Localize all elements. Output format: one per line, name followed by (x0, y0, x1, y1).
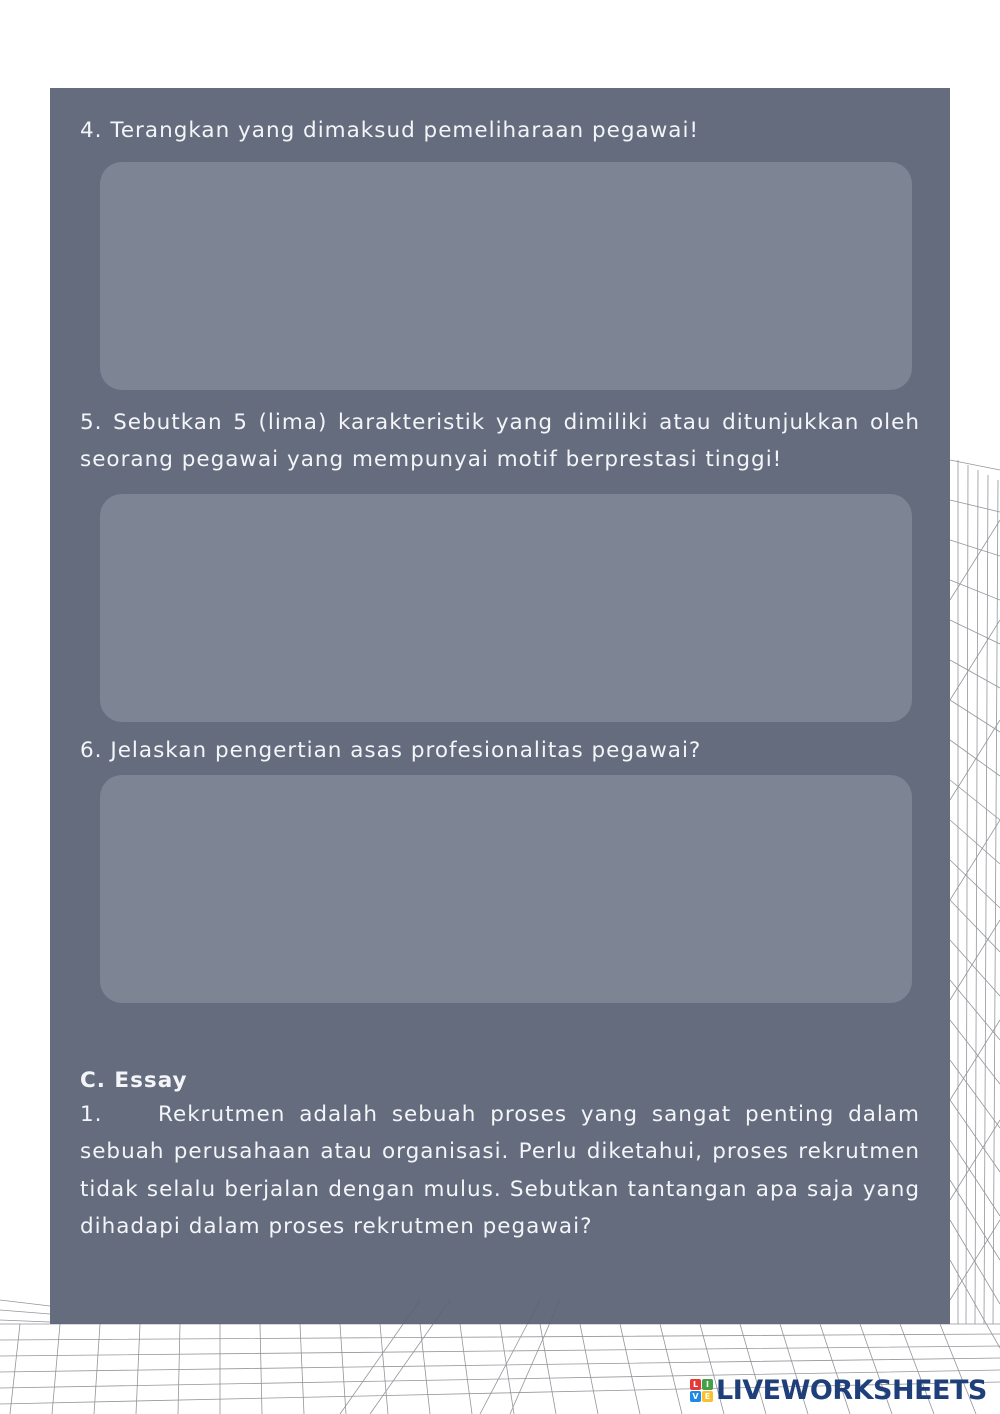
essay-question-1 (80, 1096, 920, 1245)
logo-letter-e: E (702, 1391, 713, 1402)
logo-letter-v: V (690, 1391, 701, 1402)
essay-question-number: 1. (80, 1102, 103, 1127)
worksheet-panel (50, 88, 950, 1324)
answer-box-question-4[interactable] (100, 162, 912, 390)
essay-section-title: C. Essay (80, 1068, 188, 1093)
question-6-text: 6. Jelaskan pengertian asas profesionalitas pegawai? (80, 738, 702, 763)
question-4-text: 4. Terangkan yang dimaksud pemeliharaan pegawai! (80, 118, 700, 143)
liveworksheets-logo-icon (690, 1379, 713, 1402)
essay-question-text: Rekrutmen adalah sebuah proses yang sangat penting dalam sebuah perusahaan atau organisasi. Perlu diketahui, proses rekrutmen tidak selalu berjalan dengan mulus. Sebutkan tantangan apa saja yang dihadapi dalam proses rekrutmen pegawai? (80, 1102, 920, 1239)
answer-box-question-6[interactable] (100, 775, 912, 1003)
logo-letter-i: I (702, 1379, 713, 1390)
liveworksheets-logo (690, 1370, 987, 1410)
question-5-text: 5. Sebutkan 5 (lima) karakteristik yang dimiliki atau ditunjukkan oleh seorang pegawai yang mempunyai motif berprestasi tinggi! (80, 410, 920, 472)
answer-box-question-5[interactable] (100, 494, 912, 722)
liveworksheets-logo-text: LIVEWORKSHEETS (716, 1374, 987, 1406)
logo-letter-l: L (690, 1379, 701, 1390)
